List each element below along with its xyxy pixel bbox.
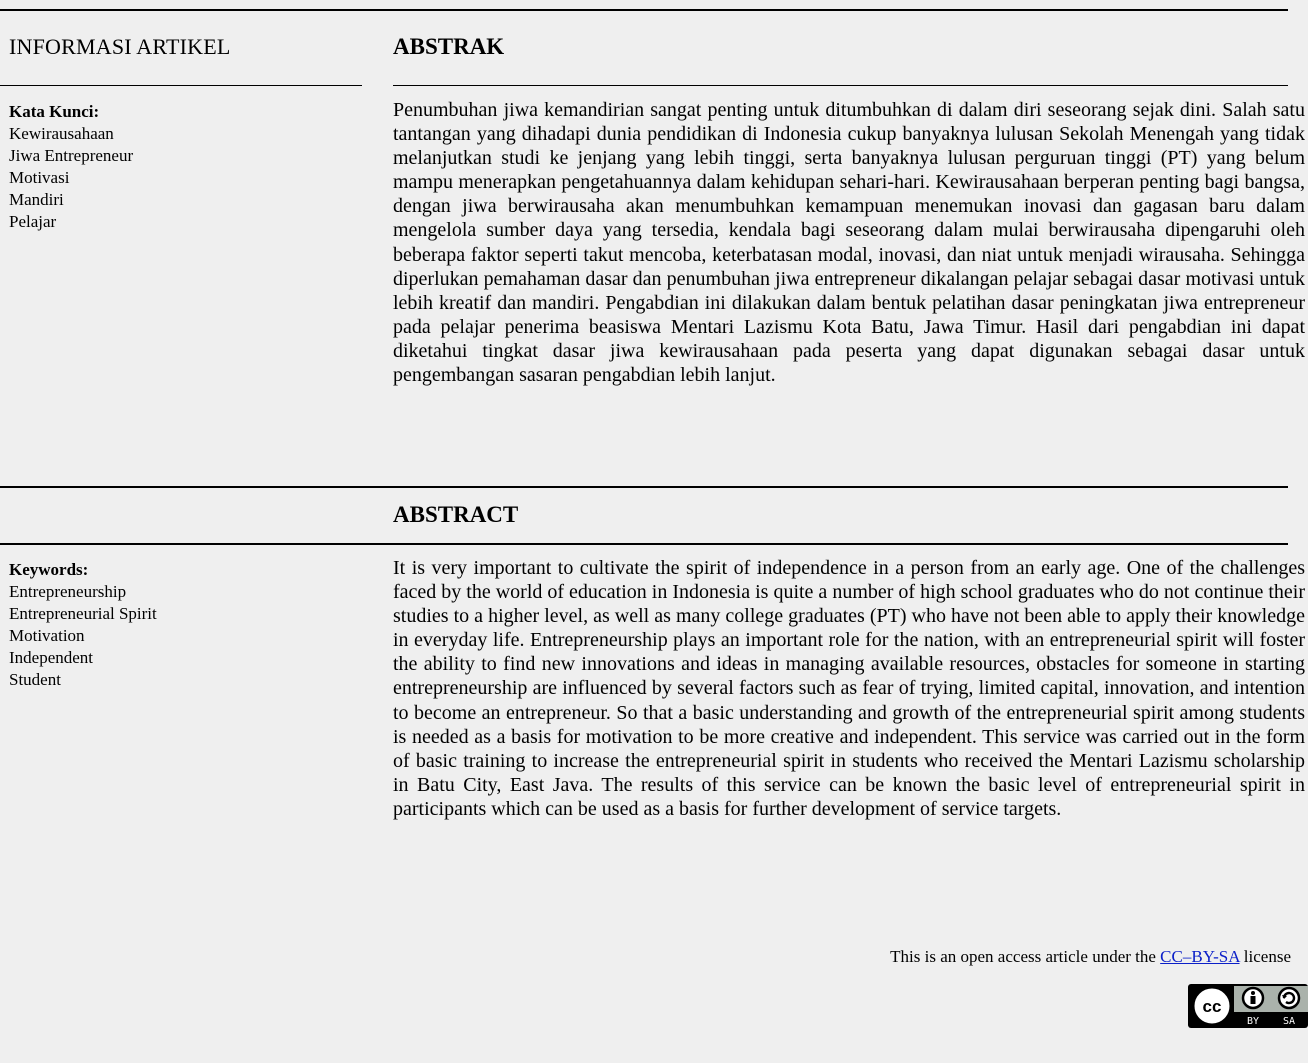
- keyword-item: Entrepreneurship: [9, 582, 127, 601]
- sa-share-alike-icon: [1279, 988, 1299, 1008]
- keywords-id-block: [9, 101, 133, 233]
- badge-graphic: [1188, 984, 1308, 1028]
- by-label: BY: [1246, 1016, 1260, 1027]
- abstrak-heading: ABSTRAK: [393, 34, 505, 59]
- license-prefix: This is an open access article under the: [890, 947, 1161, 966]
- top-rule: [0, 9, 1288, 11]
- cc-by-sa-badge-icon[interactable]: [1188, 984, 1308, 1028]
- keyword-item: Motivation: [9, 626, 85, 645]
- keyword-item: Jiwa Entrepreneur: [9, 146, 134, 165]
- keyword-item: Mandiri: [9, 190, 64, 209]
- license-link[interactable]: CC–BY-SA: [1160, 947, 1240, 966]
- left-header-rule: [0, 85, 362, 86]
- abstrak-paragraph: Penumbuhan jiwa kemandirian sangat penting untuk ditumbuhkan di dalam diri seseorang sejak dini. Salah satu tantangan yang dihadapi dunia pendidikan di Indonesia cukup banyaknya lulusan Sekolah Menengah yang tidak melanjutkan studi ke jenjang yang lebih tinggi, serta banyaknya lulusan perguruan tinggi (PT) yang belum mampu menerapkan pengetahuannya dalam kehidupan sehari-hari. Kewirausahaan berperan penting bagi bangsa, dengan jiwa berwirausaha akan menumbuhkan kemampuan menemukan inovasi dan gagasan baru dalam mengelola sumber daya yang tersedia, kendala bagi seseorang dalam mulai berwirausaha dipengaruhi oleh beberapa faktor seperti takut mencoba, keterbatasan modal, inovasi, dan niat untuk menjadi wirausaha. Sehingga diperlukan pemahaman dasar dan penumbuhan jiwa entrepreneur dikalangan pelajar sebagai dasar motivasi untuk lebih kreatif dan mandiri. Pengabdian ini dilakukan dalam bentuk pelatihan dasar peningkatan jiwa entrepreneur pada pelajar penerima beasiswa Mentari Lazismu Kota Batu, Jawa Timur. Hasil dari pengabdian ini dapat diketahui tingkat dasar jiwa kewirausahaan pada peserta yang dapat digunakan sebagai dasar untuk pengembangan sasaran pengabdian lebih lanjut.: [393, 99, 1305, 387]
- abstract-header-rule: [0, 543, 1288, 545]
- keyword-item: Independent: [9, 648, 94, 667]
- license-line: [890, 947, 1291, 967]
- sa-label: SA: [1282, 1016, 1296, 1027]
- abstrak-bottom-rule: [0, 486, 1288, 488]
- keyword-item: Pelajar: [9, 212, 57, 231]
- right-header-rule: [393, 85, 1288, 86]
- article-info-heading: INFORMASI ARTIKEL: [9, 34, 231, 59]
- abstract-paragraph: It is very important to cultivate the spirit of independence in a person from an early age. One of the challenges faced by the world of education in Indonesia is quite a number of high school graduates who do not continue their studies to a higher level, as well as many college graduates (PT) who have not been able to apply their knowledge in everyday life. Entrepreneurship plays an important role for the nation, with an entrepreneurial spirit will foster the ability to find new innovations and ideas in managing available resources, obstacles for someone in starting entrepreneurship are influenced by several factors such as fear of trying, limited capital, innovation, and intention to become an entrepreneur. So that a basic understanding and growth of the entrepreneurial spirit among students is needed as a basis for motivation to be more creative and independent. This service was carried out in the form of basic training to increase the entrepreneurial spirit in students who received the Mentari Lazismu scholarship in Batu City, East Java. The results of this service can be known the basic level of entrepreneurial spirit in participants which can be used as a basis for further development of service targets.: [393, 557, 1305, 820]
- keywords-en-label: Keywords:: [9, 560, 89, 579]
- keyword-item: Motivasi: [9, 168, 70, 187]
- keyword-item: Entrepreneurial Spirit: [9, 604, 157, 623]
- license-suffix: license: [1239, 947, 1291, 966]
- keyword-item: Student: [9, 670, 61, 689]
- cc-letters: cc: [1202, 997, 1222, 1016]
- keywords-id-label: Kata Kunci:: [9, 102, 100, 121]
- abstract-heading: ABSTRACT: [393, 502, 519, 527]
- keyword-item: Kewirausahaan: [9, 124, 114, 143]
- keywords-en-block: [9, 559, 157, 691]
